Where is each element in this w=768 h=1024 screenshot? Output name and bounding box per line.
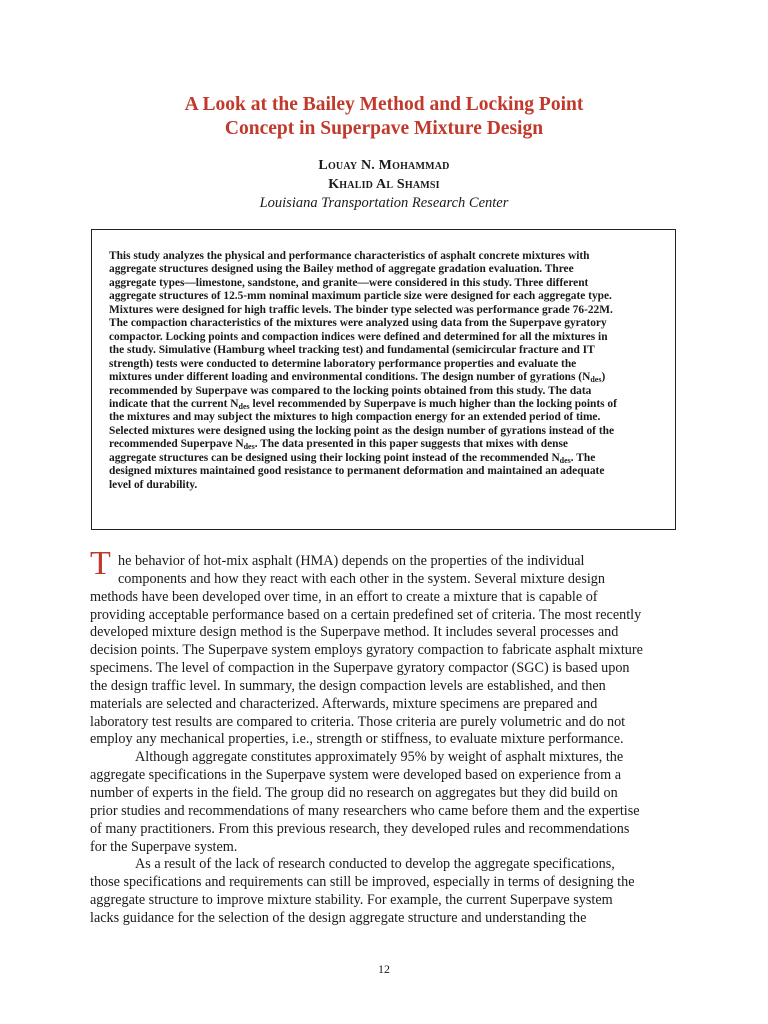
body-line: prior studies and recommendations of many researchers who came before them and the expertise [90, 802, 640, 819]
body-line: number of experts in the field. The group did no research on aggregates but they did build on [90, 784, 618, 801]
body-line: decision points. The Superpave system employs gyratory compaction to fabricate asphalt mixture [90, 642, 643, 659]
abstract-line: Mixtures were designed for high traffic levels. The binder type selected was performance grade 76-22M. [109, 303, 613, 316]
abstract-line: Selected mixtures were designed using the locking point as the design number of gyrations instead of the [109, 424, 615, 437]
body-line: aggregate structure to improve mixture stability. For example, the current Superpave system [90, 892, 613, 909]
abstract-line [109, 371, 665, 384]
body-line: methods have been developed over time, in an effort to create a mixture that is capable of [90, 588, 598, 605]
abstract-line-text: aggregate structures can be designed using their locking point instead of the recommended N [109, 451, 560, 464]
ndes-subscript: des [559, 455, 571, 465]
abstract-line-text: indicate that the current N [109, 397, 239, 410]
abstract-line-text: recommended Superpave N [109, 438, 244, 451]
abstract-line: This study analyzes the physical and performance characteristics of asphalt concrete mixtures with [109, 250, 590, 262]
paper-title [0, 93, 768, 141]
abstract-line-tail: . The [570, 451, 596, 464]
abstract-line: aggregate structures designed using the Bailey method of aggregate gradation evaluation. Three [109, 263, 574, 276]
abstract-text [109, 250, 665, 492]
body-line: specimens. The level of compaction in the Superpave gyratory compactor (SGC) is based upon [90, 660, 630, 677]
body-line: aggregate specifications in the Superpave system were developed based on experience from a [90, 767, 622, 784]
abstract-box [91, 229, 676, 530]
body-line: components and how they react with each other in the system. Several mixture design [118, 570, 605, 587]
body-line: developed mixture design method is the Superpave method. It includes several processes and [90, 624, 619, 641]
drop-cap: T [90, 545, 111, 582]
abstract-line: The compaction characteristics of the mixtures were analyzed using data from the Superpave gyratory [109, 317, 607, 330]
abstract-line [109, 398, 665, 411]
title-line-1: A Look at the Bailey Method and Locking Point [184, 94, 584, 115]
body-text [90, 545, 690, 928]
body-line: the design traffic level. In summary, the design compaction levels are established, and then [90, 677, 606, 694]
body-line: providing acceptable performance based on a certain predefined set of criteria. The most recently [90, 606, 642, 623]
abstract-line-text: mixtures under different loading and environmental conditions. The design number of gyrations (N [109, 371, 591, 384]
body-line: employ any mechanical properties, i.e., strength or stiffness, to evaluate mixture performance. [90, 731, 624, 748]
ndes-subscript: des [238, 401, 250, 411]
body-line: he behavior of hot-mix asphalt (HMA) depends on the properties of the individual [118, 553, 585, 569]
abstract-line-tail: ) [601, 371, 606, 384]
body-line: materials are selected and characterized. Afterwards, mixture specimens are prepared and [90, 695, 598, 712]
body-line: those specifications and requirements can still be improved, especially in terms of designing the [90, 874, 635, 891]
page-number: 12 [378, 962, 390, 976]
abstract-line: the study. Simulative (Hamburg wheel tracking test) and fundamental (semicircular fracture and IT [109, 344, 595, 357]
body-line: lacks guidance for the selection of the design aggregate structure and understanding the [90, 909, 587, 926]
body-line: for the Superpave system. [90, 838, 238, 855]
abstract-line: compactor. Locking points and compaction indices were defined and determined for all the mixtures in [109, 330, 608, 343]
author-2: Khalid Al Shamsi [328, 177, 440, 192]
abstract-line [109, 438, 665, 451]
author-1: Louay N. Mohammad [318, 158, 450, 173]
abstract-line: level of durability. [109, 478, 198, 491]
body-line: Although aggregate constitutes approximately 95% by weight of asphalt mixtures, the [135, 749, 624, 766]
ndes-subscript: des [590, 375, 602, 385]
title-line-2: Concept in Superpave Mixture Design [224, 118, 544, 139]
abstract-line: recommended by Superpave was compared to the locking points obtained from this study. The data [109, 384, 592, 397]
affiliation: Louisiana Transportation Research Center [259, 195, 509, 211]
abstract-line: the mixtures and may subject the mixtures to high compaction energy for an extended period of time. [109, 411, 601, 424]
abstract-line [109, 452, 665, 465]
abstract-line: aggregate types—limestone, sandstone, and granite—were considered in this study. Three different [109, 276, 589, 289]
ndes-subscript: des [243, 442, 255, 452]
abstract-line-tail: . The data presented in this paper suggests that mixes with dense [254, 438, 568, 451]
abstract-line: designed mixtures maintained good resistance to permanent deformation and maintained an adequate [109, 465, 605, 478]
body-line: laboratory test results are compared to criteria. Those criteria are purely volumetric and do not [90, 713, 626, 730]
body-line: of many practitioners. From this previous research, they developed rules and recommendations [90, 820, 630, 837]
abstract-line: strength) tests were conducted to determine laboratory performance properties and evaluate the [109, 357, 577, 370]
body-line: As a result of the lack of research conducted to develop the aggregate specifications, [135, 856, 615, 873]
abstract-line: aggregate structures of 12.5-mm nominal maximum particle size were designed for each aggregate type. [109, 290, 612, 303]
abstract-line-tail: level recommended by Superpave is much higher than the locking points of [249, 397, 617, 410]
